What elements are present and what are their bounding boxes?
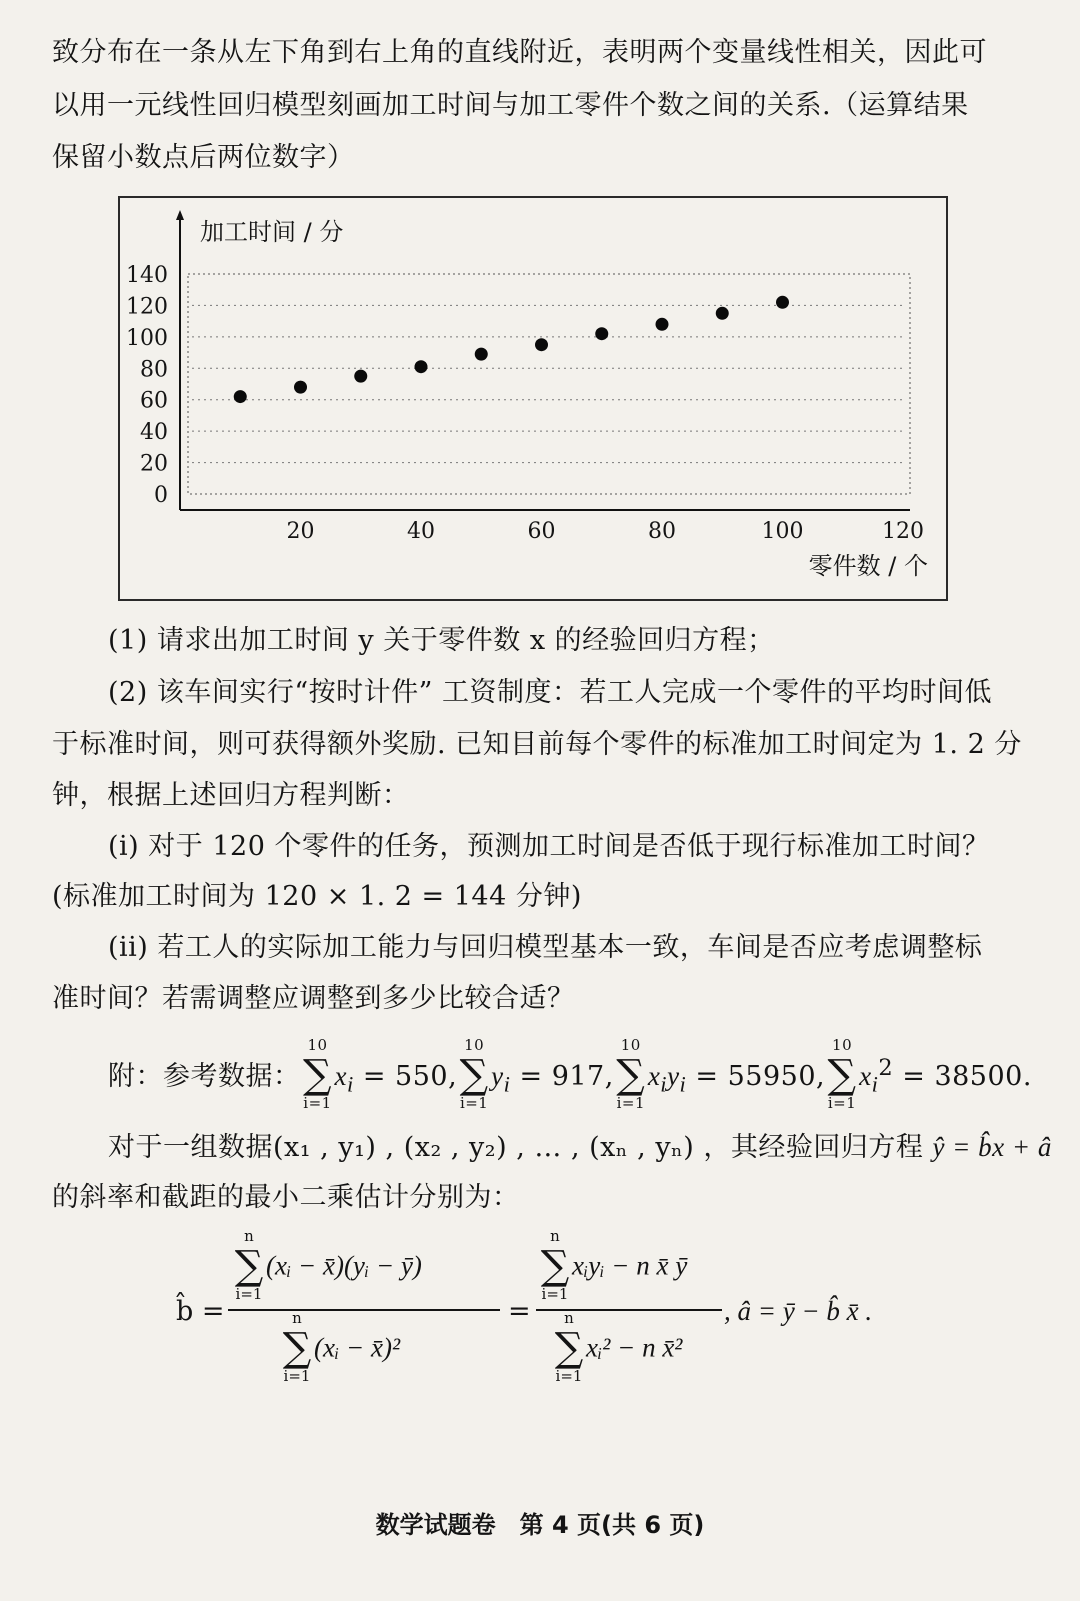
y-tick-label: 120	[126, 294, 168, 320]
data-point	[354, 370, 367, 383]
x-tick-label: 120	[882, 519, 924, 544]
y-tick-label: 60	[140, 388, 168, 414]
sum-symbol-3: 10 ∑ i=1	[616, 1035, 646, 1112]
y-tick-label: 140	[126, 263, 168, 288]
y-tick-label: 40	[140, 420, 168, 446]
equals-sign: =	[508, 1296, 531, 1327]
y-axis-arrow	[176, 210, 184, 220]
page-footer: 数学试题卷 第 4 页(共 6 页)	[375, 1511, 705, 1539]
scatter-chart-frame	[118, 196, 948, 601]
x-tick-label: 60	[527, 519, 556, 544]
fraction-bar-1	[228, 1309, 500, 1311]
x-tick-label: 40	[407, 519, 435, 544]
x-tick-label: 80	[648, 519, 676, 544]
bhat-label: b̂ =	[176, 1296, 225, 1327]
data-point	[234, 390, 247, 403]
data-point	[716, 307, 729, 320]
y-tick-label: 80	[140, 357, 168, 383]
y-axis-label: 加工时间 / 分	[200, 218, 344, 246]
question-ii-line-2: 准时间？若需调整应调整到多少比较合适？	[52, 983, 575, 1014]
question-1: (1) 请求出加工时间 y 关于零件数 x 的经验回归方程；	[108, 625, 775, 656]
question-ii-line-1: (ii) 若工人的实际加工能力与回归模型基本一致，车间是否应考虑调整标	[108, 932, 983, 963]
data-point	[294, 381, 307, 394]
denominator-1: n ∑ i=1 (xᵢ − x̄)²	[282, 1309, 401, 1385]
data-point	[776, 296, 789, 309]
y-tick-label: 20	[140, 451, 168, 477]
x-tick-label: 100	[761, 519, 804, 544]
numerator-2: n ∑ i=1 xᵢyᵢ − n x̄ ȳ	[540, 1227, 688, 1303]
x-tick-label: 20	[286, 519, 315, 544]
y-tick-label: 0	[154, 483, 168, 508]
sum-symbol-4: 10 ∑ i=1	[827, 1035, 857, 1112]
question-i-line-1: (i) 对于 120 个零件的任务，预测加工时间是否低于现行标准加工时间？	[108, 831, 990, 862]
y-tick-label: 100	[126, 325, 168, 351]
intro-line-3: 保留小数点后两位数字）	[52, 142, 355, 173]
intro-line-1: 致分布在一条从左下角到右上角的直线附近，表明两个变量线性相关，因此可	[52, 37, 987, 68]
data-point	[475, 348, 488, 361]
method-line-2: 的斜率和截距的最小二乘估计分别为：	[52, 1182, 520, 1213]
reference-prefix: 附：参考数据：	[108, 1061, 301, 1092]
data-point	[656, 318, 669, 331]
question-2-line-1: (2) 该车间实行“按时计件” 工资制度：若工人完成一个零件的平均时间低	[108, 677, 993, 708]
denominator-2: n ∑ i=1 xᵢ² − n x̄²	[554, 1309, 683, 1385]
question-2-line-2: 于标准时间，则可获得额外奖励. 已知目前每个零件的标准加工时间定为 1. 2 分	[52, 729, 1022, 760]
scatter-chart	[120, 198, 946, 599]
question-i-line-2: (标准加工时间为 120 × 1. 2 = 144 分钟)	[52, 881, 582, 912]
intro-line-2: 以用一元线性回归模型刻画加工时间与加工零件个数之间的关系.（运算结果	[52, 90, 969, 121]
data-point	[415, 360, 428, 373]
data-point	[595, 327, 608, 340]
method-line-1: 对于一组数据(x₁ , y₁) , (x₂ , y₂) , … , (xₙ , yₙ) ，其经验回归方程 ŷ = b̂x + â	[108, 1132, 1052, 1163]
x-axis-label: 零件数 / 个	[808, 552, 928, 580]
ahat-formula: , â = ȳ − b̂ x̄ .	[724, 1296, 873, 1326]
reference-data: 附：参考数据： 10 ∑ i=1 $x_i = 550$, 10 ∑ i=1 $y_i = 917$, 10 ∑ i=1 $x_iy_i = 55950$, 10 ∑ i=1 $x_i^2 = 38500$.	[108, 1035, 1032, 1112]
sum-symbol-1: 10 ∑ i=1	[302, 1035, 333, 1112]
question-2-line-3: 钟，根据上述回归方程判断：	[52, 780, 410, 811]
data-point	[535, 338, 548, 351]
numerator-1: n ∑ i=1 (xᵢ − x̄)(yᵢ − ȳ)	[234, 1227, 422, 1303]
sum-symbol-2: 10 ∑ i=1	[459, 1035, 489, 1112]
